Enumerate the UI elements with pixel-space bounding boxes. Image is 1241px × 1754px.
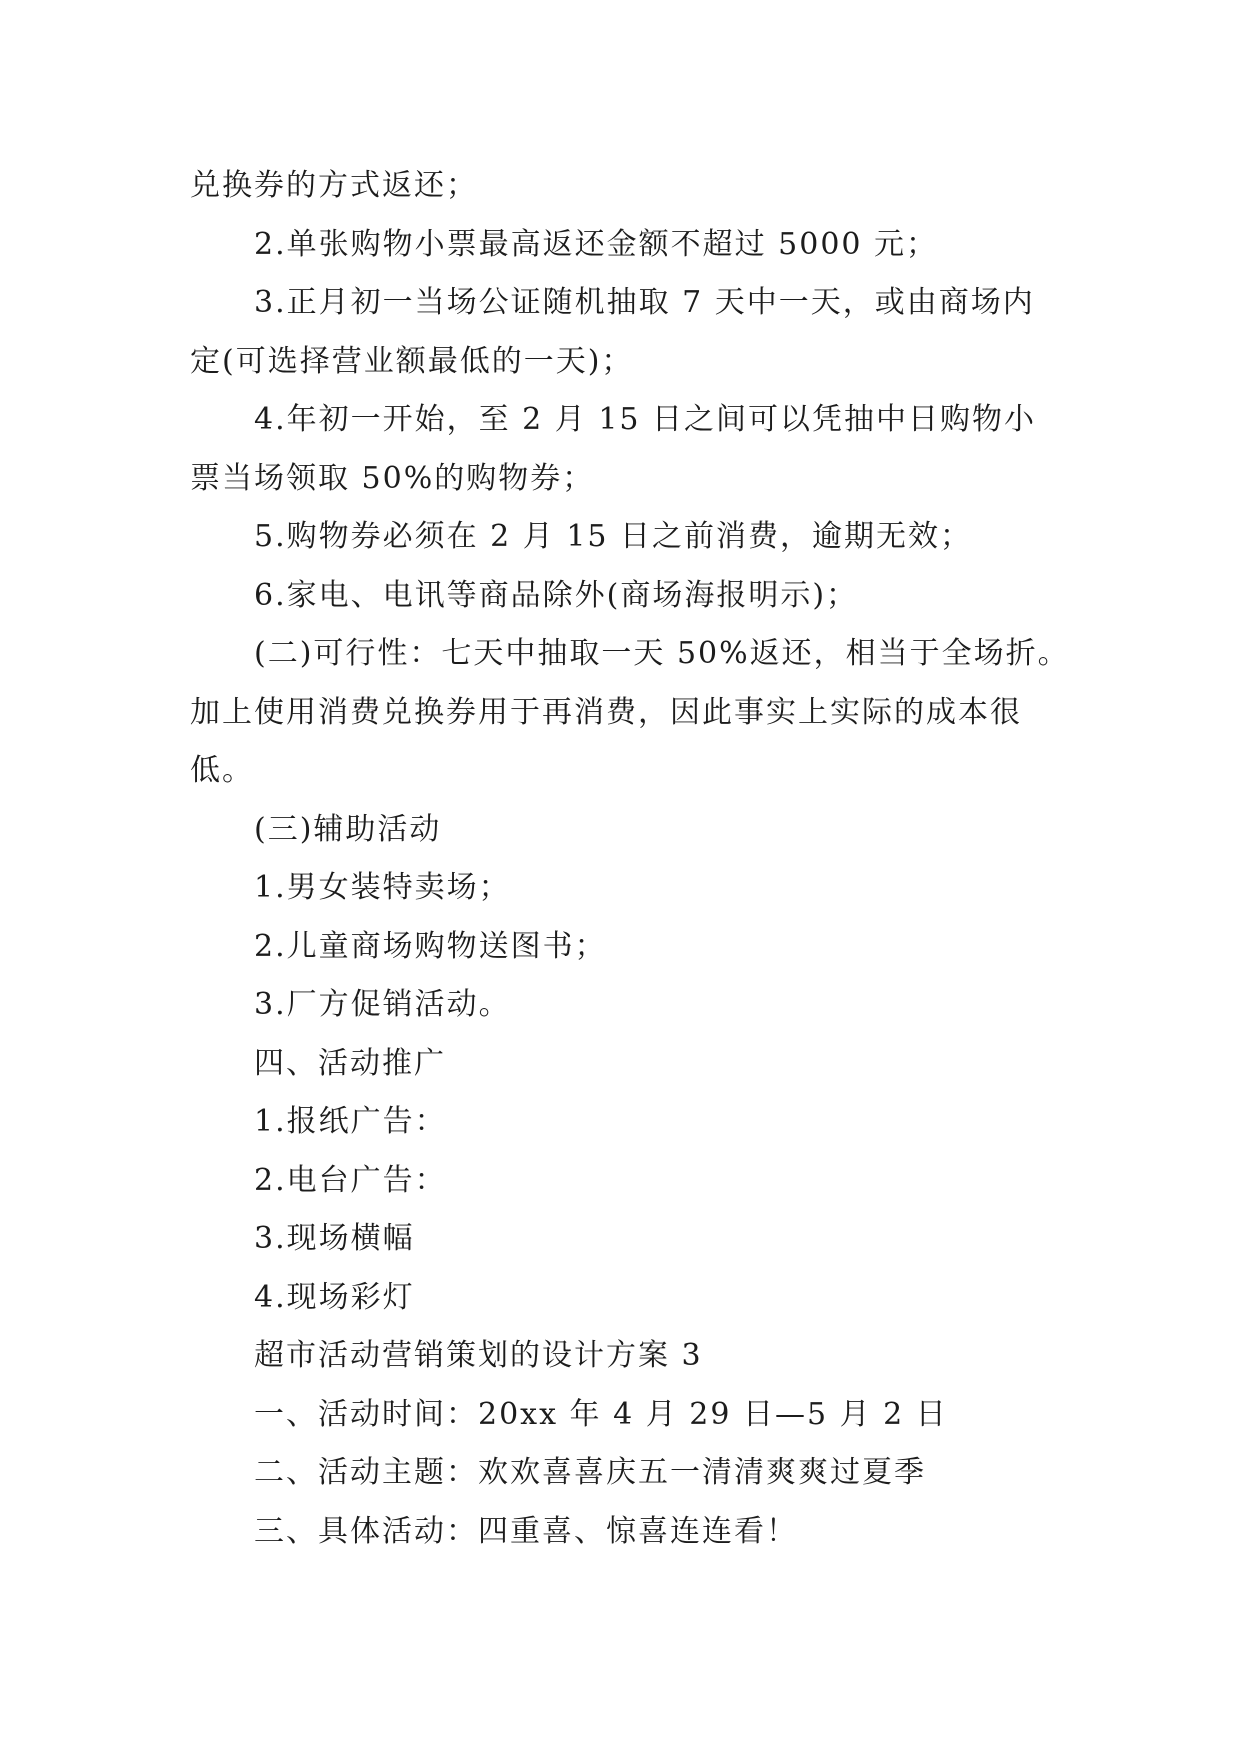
text-line: 6.家电、电讯等商品除外(商场海报明示)； (254, 577, 859, 613)
list-item: 4.现场彩灯 (254, 1279, 415, 1315)
text-line: 低。 (190, 753, 254, 788)
text-line: 兑换券的方式返还； (190, 168, 478, 203)
section-heading: 三、具体活动：四重喜、惊喜连连看！ (254, 1513, 798, 1549)
text-line: 2.单张购物小票最高返还金额不超过 5000 元； (254, 226, 939, 262)
text-line: 3.正月初一当场公证随机抽取 7 天中一天，或由商场内 (254, 285, 1035, 320)
text-line: 票当场领取 50%的购物券； (190, 460, 595, 496)
section-heading: 四、活动推广 (254, 1045, 446, 1081)
text-line: (二)可行性：七天中抽取一天 50%返还，相当于全场折。 (254, 636, 1070, 671)
text-line: 4.年初一开始，至 2 月 15 日之间可以凭抽中日购物小 (254, 402, 1037, 437)
text-line: 定(可选择营业额最低的一天)； (190, 343, 634, 379)
section-heading: 二、活动主题：欢欢喜喜庆五一清清爽爽过夏季 (254, 1455, 926, 1490)
list-item: 2.电台广告： (254, 1162, 447, 1198)
list-item: 3.现场横幅 (254, 1221, 415, 1256)
list-item: 3.厂方促销活动。 (254, 987, 511, 1022)
document-body (190, 157, 1070, 1561)
section-heading: (三)辅助活动 (254, 811, 442, 847)
text-line: 5.购物券必须在 2 月 15 日之前消费，逾期无效； (254, 519, 973, 554)
list-item: 1.男女装特卖场； (254, 870, 511, 905)
list-item: 1.报纸广告： (254, 1104, 447, 1139)
section-heading: 一、活动时间：20xx 年 4 月 29 日—5 月 2 日 (254, 1396, 948, 1432)
list-item: 2.儿童商场购物送图书； (254, 928, 607, 964)
text-line: 加上使用消费兑换券用于再消费，因此事实上实际的成本很 (190, 694, 1022, 730)
document-section-title: 超市活动营销策划的设计方案 3 (254, 1338, 703, 1373)
